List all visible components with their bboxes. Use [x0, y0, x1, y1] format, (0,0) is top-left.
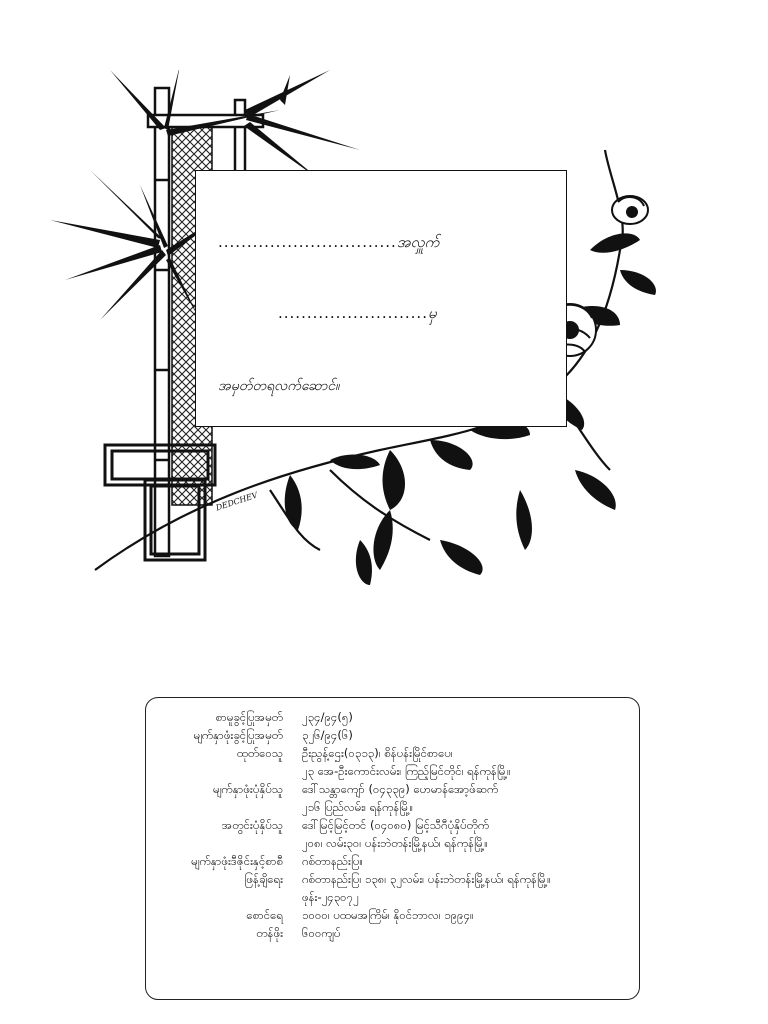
- colophon-label: ထုတ်ဝေသူ: [236, 746, 283, 760]
- colophon-value: ၃၂၆/၉၄(၆): [302, 728, 353, 742]
- colophon-label: မျက်နှာဖုံးပုံနှိပ်သူ: [213, 782, 283, 796]
- colophon-value: ဒေါ်သန္တာကျော် (၀၄၃၃၉) ဟေမာန်အော့ဖ်ဆက် ၂၁၆ ပြည်လမ်း၊ ရန်ကုန်မြို့။: [302, 782, 499, 814]
- colophon-row: [146, 780, 639, 816]
- colophon-value: ၂၃၄/၉၄(၅): [302, 710, 353, 724]
- colophon-value: ဒေါ်မြင့်မြင့်တင် (၀၄၀၈၀) မြင့်သီဂီပုံနှိပ်တိုက် ၂၀၈၊ လမ်း၃၀၊ ပန်းဘဲတန်းမြို့နယ်၊ ရန်ကုန်မြို့။: [302, 818, 490, 850]
- colophon-label: စာမူခွင့်ပြုအမှတ်: [215, 710, 283, 724]
- dedication-word: မှ: [427, 304, 437, 322]
- colophon-value: ဂစ်တာနည်းပြ၊ ၁၃၈၊ ၃၂လမ်း၊ ပန်းဘဲတန်းမြို့နယ်၊ ရန်ကုန်မြို့။ ဖုန်း-၂၄၃၀၇၂: [302, 872, 551, 904]
- colophon-label: တန်ဖိုး: [256, 926, 283, 940]
- colophon-row: [146, 924, 639, 942]
- colophon-label: စောင်ရေ: [246, 908, 283, 922]
- colophon-label: အတွင်းပုံနှိပ်သူ: [221, 818, 283, 832]
- artist-signature: DEDCHEV: [214, 490, 259, 513]
- colophon-label: မျက်နှာဖုံးခွင့်ပြုအမှတ်: [193, 728, 283, 742]
- colophon-value: ၆၀၀ကျပ်: [302, 926, 341, 940]
- dedication-card: [195, 170, 567, 427]
- colophon-value: ၁၀၀၀၊ ပထမအကြိမ်၊ နိုဝင်ဘာလ၊ ၁၉၉၄။: [302, 908, 474, 922]
- fill-in-dots: ...............................: [218, 233, 397, 251]
- colophon-row: [146, 744, 639, 780]
- colophon-value: ဂစ်တာနည်းပြ။: [302, 854, 363, 868]
- colophon-value: ဦးညွန့်ဌေး(၀၃၁၃)၊ စိန်ပန်းမြိုင်စာပေ၊ ၂၃ အေ-ဦးကောင်းလမ်း၊ ကြည့်မြင်တိုင်၊ ရန်ကုန်မြို့။: [302, 746, 511, 778]
- dedication-line-giver[interactable]: [278, 304, 437, 326]
- colophon-label: ဖြန့်ချိရေး: [244, 872, 283, 886]
- flower-bud: [612, 196, 648, 224]
- dedication-word: အလှူက်: [396, 233, 440, 251]
- colophon-row: [146, 906, 639, 924]
- colophon-box: [145, 697, 640, 1000]
- colophon-row: [146, 870, 639, 906]
- colophon-row: [146, 708, 639, 726]
- colophon-row: [146, 816, 639, 852]
- dedication-line-recipient[interactable]: [218, 233, 439, 255]
- colophon-label: မျက်နှာဖုံးဒီဇိုင်းနှင့်စာစီ: [191, 854, 283, 868]
- colophon-row: [146, 852, 639, 870]
- dedication-line-keepsake: အမှတ်တရလက်ဆောင်။: [218, 378, 340, 394]
- fill-in-dots: ..........................: [278, 304, 428, 322]
- colophon-row: [146, 726, 639, 744]
